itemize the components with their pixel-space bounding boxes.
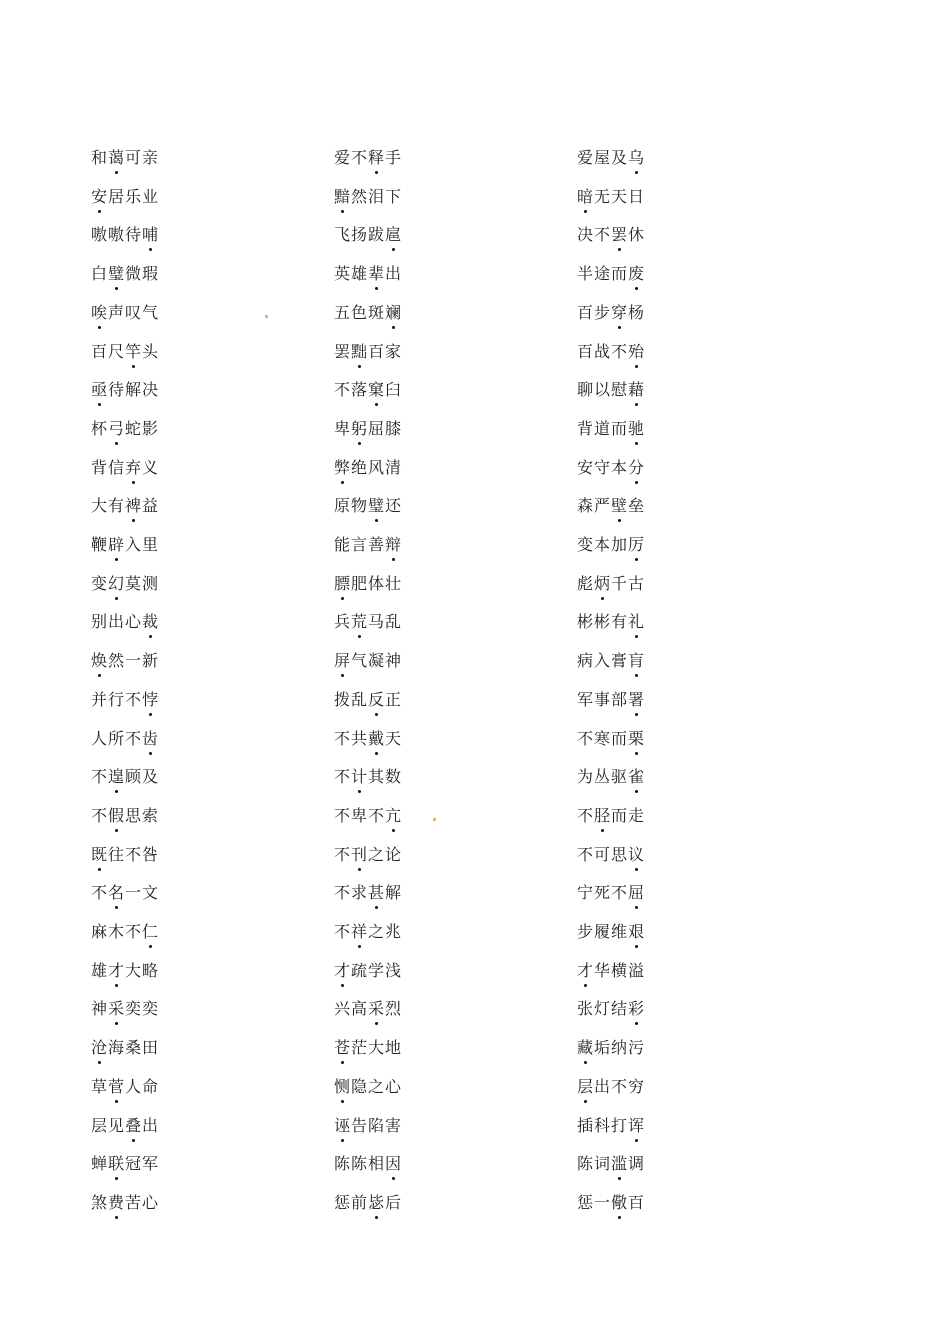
idiom-term: 背信弃义 [91,457,160,477]
idiom-term: 弊绝风清 [334,457,403,477]
idiom-row [0,225,950,263]
idiom-term: 才疏学浅 [334,960,403,980]
idiom-term: 聊以慰藉 [577,380,646,400]
idiom-row [0,496,950,534]
idiom-term: 惩一儆百 [577,1192,646,1212]
idiom-row [0,303,950,341]
idiom-term: 病入膏肓 [577,651,646,671]
idiom-row [0,767,950,805]
idiom-term: 拨乱反正 [334,689,403,709]
idiom-row [0,806,950,844]
idiom-term: 既往不咎 [91,844,160,864]
idiom-term: 插科打诨 [577,1115,646,1135]
idiom-term: 黯然泪下 [334,186,403,206]
decorative-speck [265,315,268,318]
idiom-term: 宁死不屈 [577,883,646,903]
idiom-term: 不卑不亢 [334,805,403,825]
idiom-term: 不刊之论 [334,844,403,864]
idiom-term: 惩前毖后 [334,1192,403,1212]
idiom-term: 膘肥体壮 [334,573,403,593]
idiom-term: 层出不穷 [577,1076,646,1096]
idiom-row [0,612,950,650]
idiom-term: 步履维艰 [577,922,646,941]
idiom-term: 雄才大略 [91,960,160,980]
idiom-term: 人所不齿 [91,728,160,748]
idiom-term: 藏垢纳污 [577,1038,646,1058]
idiom-row [0,458,950,496]
idiom-term: 陈陈相因 [334,1154,403,1174]
idiom-row [0,1154,950,1192]
idiom-term: 森严壁垒 [577,496,646,516]
idiom-term: 别出心裁 [91,612,160,632]
idiom-term: 背道而驰 [577,418,646,438]
idiom-row [0,999,950,1037]
idiom-term: 五色斑斓 [334,302,403,322]
idiom-term: 兵荒马乱 [334,612,403,632]
idiom-term: 原物璧还 [334,496,403,516]
idiom-term: 卑躬屈膝 [334,418,403,438]
idiom-row [0,574,950,612]
idiom-term: 彬彬有礼 [577,612,646,632]
idiom-term: 安居乐业 [91,186,160,206]
idiom-row [0,883,950,921]
idiom-term: 诬告陷害 [334,1115,403,1135]
idiom-term: 不可思议 [577,844,646,864]
idiom-term: 爱不释手 [334,148,403,167]
idiom-term: 恻隐之心 [334,1076,403,1096]
idiom-term: 不胫而走 [577,805,646,825]
idiom-term: 苍茫大地 [334,1038,403,1058]
idiom-term: 不祥之兆 [334,922,403,941]
idiom-term: 屏气凝神 [334,651,403,671]
decorative-speck [433,818,436,821]
idiom-term: 决不罢休 [577,225,646,245]
idiom-term: 百战不殆 [577,341,646,361]
idiom-term: 半途而废 [577,264,646,284]
idiom-term: 沧海桑田 [91,1038,160,1058]
idiom-term: 百步穿杨 [577,302,646,322]
idiom-term: 不共戴天 [334,728,403,748]
idiom-term: 暗无天日 [577,186,646,206]
idiom-term: 变幻莫测 [91,573,160,593]
idiom-term: 亟待解决 [91,380,160,400]
idiom-term: 不计其数 [334,767,403,787]
idiom-term: 唉声叹气 [91,302,160,322]
idiom-term: 爱屋及乌 [577,148,646,167]
idiom-term: 不落窠臼 [334,380,403,400]
idiom-term: 变本加厉 [577,535,646,554]
idiom-row [0,535,950,573]
idiom-term: 陈词滥调 [577,1154,646,1174]
idiom-row [0,651,950,689]
idiom-term: 彪炳千古 [577,573,646,593]
idiom-row [0,690,950,728]
idiom-row [0,419,950,457]
idiom-term: 百尺竿头 [91,341,160,361]
idiom-row [0,342,950,380]
idiom-term: 和蔼可亲 [91,148,160,167]
idiom-term: 蝉联冠军 [91,1154,160,1174]
idiom-term: 鞭辟入里 [91,535,160,554]
idiom-term: 安守本分 [577,457,646,477]
idiom-row [0,187,950,225]
idiom-row [0,1077,950,1115]
idiom-term: 罢黜百家 [334,341,403,361]
idiom-row [0,845,950,883]
idiom-term: 不遑顾及 [91,767,160,787]
idiom-row [0,961,950,999]
idiom-term: 飞扬跋扈 [334,225,403,245]
idiom-term: 神采奕奕 [91,999,160,1019]
idiom-term: 白璧微瑕 [91,264,160,284]
idiom-term: 大有裨益 [91,496,160,516]
idiom-row [0,380,950,418]
idiom-row [0,148,950,186]
idiom-term: 草菅人命 [91,1076,160,1096]
idiom-row [0,729,950,767]
idiom-row [0,264,950,302]
idiom-row [0,1193,950,1231]
idiom-row [0,1038,950,1076]
idiom-term: 才华横溢 [577,960,646,980]
idiom-row [0,922,950,960]
idiom-term: 嗷嗷待哺 [91,225,160,245]
idiom-term: 兴高采烈 [334,999,403,1019]
idiom-term: 杯弓蛇影 [91,418,160,438]
idiom-term: 军事部署 [577,689,646,709]
idiom-term: 为丛驱雀 [577,767,646,787]
idiom-term: 不寒而栗 [577,728,646,748]
idiom-term: 煞费苦心 [91,1192,160,1212]
idiom-term: 不名一文 [91,883,160,903]
idiom-term: 英雄辈出 [334,264,403,284]
idiom-term: 能言善辩 [334,535,403,554]
idiom-term: 层见叠出 [91,1115,160,1135]
idiom-term: 并行不悖 [91,689,160,709]
idiom-term: 不求甚解 [334,883,403,903]
idiom-row [0,1116,950,1154]
idiom-term: 麻木不仁 [91,922,160,941]
idiom-term: 不假思索 [91,805,160,825]
idiom-term: 焕然一新 [91,651,160,671]
idiom-term: 张灯结彩 [577,999,646,1019]
